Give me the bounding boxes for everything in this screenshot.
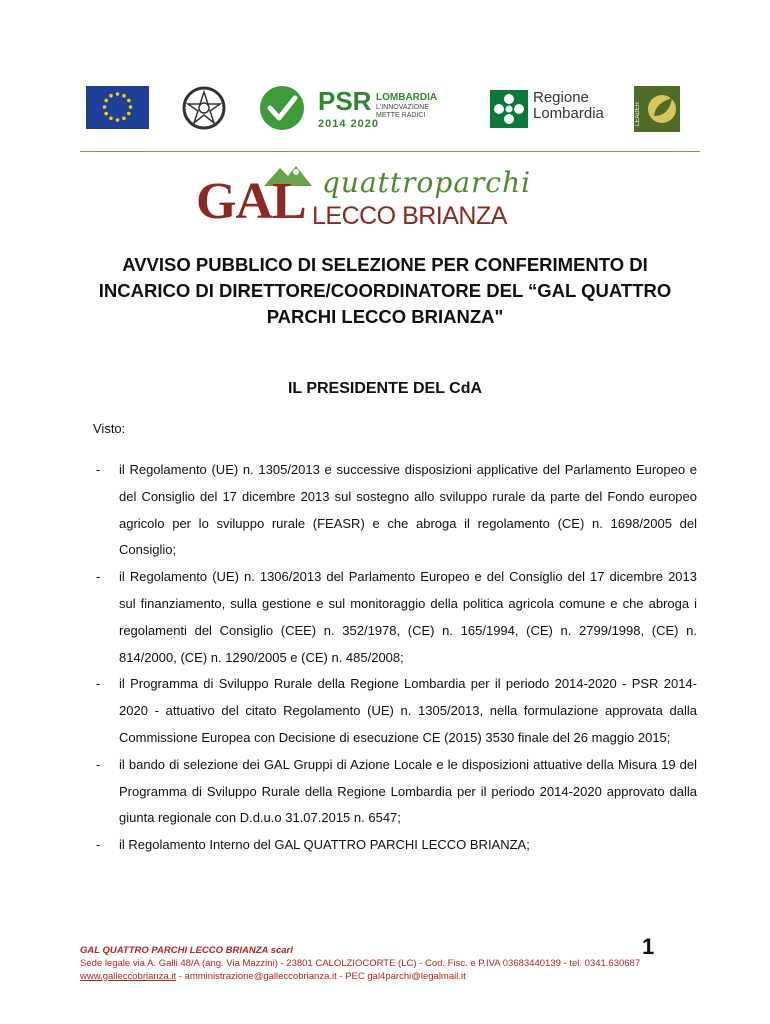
page-footer [80,944,700,983]
gal-tagline-quattroparchi: quattroparchi [322,166,532,199]
footer-address: Sede legale via A. Galli 48/A (ang. Via Mazzini) - 23801 CALOLZIOCORTE (LC) - Cod. Fisc. e P.IVA 03683440139 - tel. 0341.630687 [80,958,641,969]
region-name [533,90,604,122]
psr-logo [258,82,458,134]
website-link[interactable]: www.galleccobrianza.it [80,971,177,982]
bullet-dash: - [96,837,101,853]
page-number: 1 [642,934,655,959]
italian-republic-emblem [180,84,228,132]
eu-flag-logo [86,86,149,129]
leader-leaf-icon [646,92,678,126]
region-name-line2: Lombardia [533,105,604,122]
list-item [93,564,697,671]
gal-tagline-lecco-brianza: LECCO BRIANZA [312,202,507,230]
leader-logo [634,86,680,132]
visto-label: Visto: [93,421,126,436]
leader-text: LEADER [635,102,641,127]
eu-stars-icon [86,86,149,129]
list-item [93,752,697,832]
document-subtitle: IL PRESIDENTE DEL CdA [287,380,483,397]
footer-organization: GAL QUATTRO PARCHI LECCO BRIANZA scarl [80,945,293,956]
logo-bar [0,82,770,136]
header-divider [80,151,700,152]
psr-name: PSR [318,86,372,116]
list-item-text: il Regolamento (UE) n. 1305/2013 e successive disposizioni applicative del Parlamento Europeo e del Consiglio del 17 dicembre 2013 sul sostegno allo sviluppo rurale da parte del Fondo europeo agricolo per lo sviluppo rurale (FEASR) e che abroga il regolamento (CE) n. 1698/2005 del Consiglio; [119,462,697,558]
lombardia-rose-icon [490,90,528,128]
list-item [93,671,697,751]
psr-check-icon [258,84,306,132]
gal-word: GAL [196,173,306,230]
considerations-list [93,457,697,859]
list-item-text: il Regolamento Interno del GAL QUATTRO PARCHI LECCO BRIANZA; [119,837,530,853]
list-item [93,832,697,859]
list-item [93,457,697,564]
list-item-text: il Programma di Sviluppo Rurale della Regione Lombardia per il periodo 2014-2020 - PSR 2014-2020 - attuativo del citato Regolamento (UE) n. 1305/2013, nella formulazione approvata dalla Commissione Europea con Decisione di esecuzione CE (2015) 3530 finale del 26 maggio 2015; [119,676,697,745]
bullet-dash: - [96,569,101,585]
list-item-text: il bando di selezione dei GAL Gruppi di Azione Locale e le disposizioni attuative della Misura 19 del Programma di Sviluppo Rurale della Regione Lombardia per il periodo 2014-2020 approvato dalla giunta regionale con D.d.u.o 31.07.2015 n. 6547; [119,756,697,826]
psr-years: 2014 2020 [318,118,379,130]
gal-quattroparchi-logo [196,168,580,234]
emblem-icon [180,84,228,132]
bullet-dash: - [96,676,101,692]
region-name-line1: Regione [533,89,589,106]
footer-links [80,970,700,983]
psr-region: LOMBARDIA [376,92,438,103]
psr-tagline: L'INNOVAZIONE METTE RADICI [376,104,429,119]
document-title: AVVISO PUBBLICO DI SELEZIONE PER CONFERIMENTO DI INCARICO DI DIRETTORE/COORDINATORE DEL “GAL QUATTRO PARCHI LECCO BRIANZA" [98,254,672,327]
bullet-dash: - [96,462,101,477]
list-item-text: il Regolamento (UE) n. 1306/2013 del Parlamento Europeo e del Consiglio del 17 dicembre 2013 sul finanziamento, sulla gestione e sul monitoraggio della politica agricola comune e che abroga i regolamenti del Consiglio (CEE) n. 352/1978, (CE) n. 165/1994, (CE) n. 2799/1998, (CE) n. 814/2000, (CE) n. 1290/2005 e (CE) n. 485/2008; [119,569,697,665]
bullet-dash: - [96,756,101,772]
regione-lombardia-logo [490,88,630,132]
footer-emails: - amministrazione@galleccobrianza.it - PEC gal4parchi@legalmail.it [176,971,466,982]
